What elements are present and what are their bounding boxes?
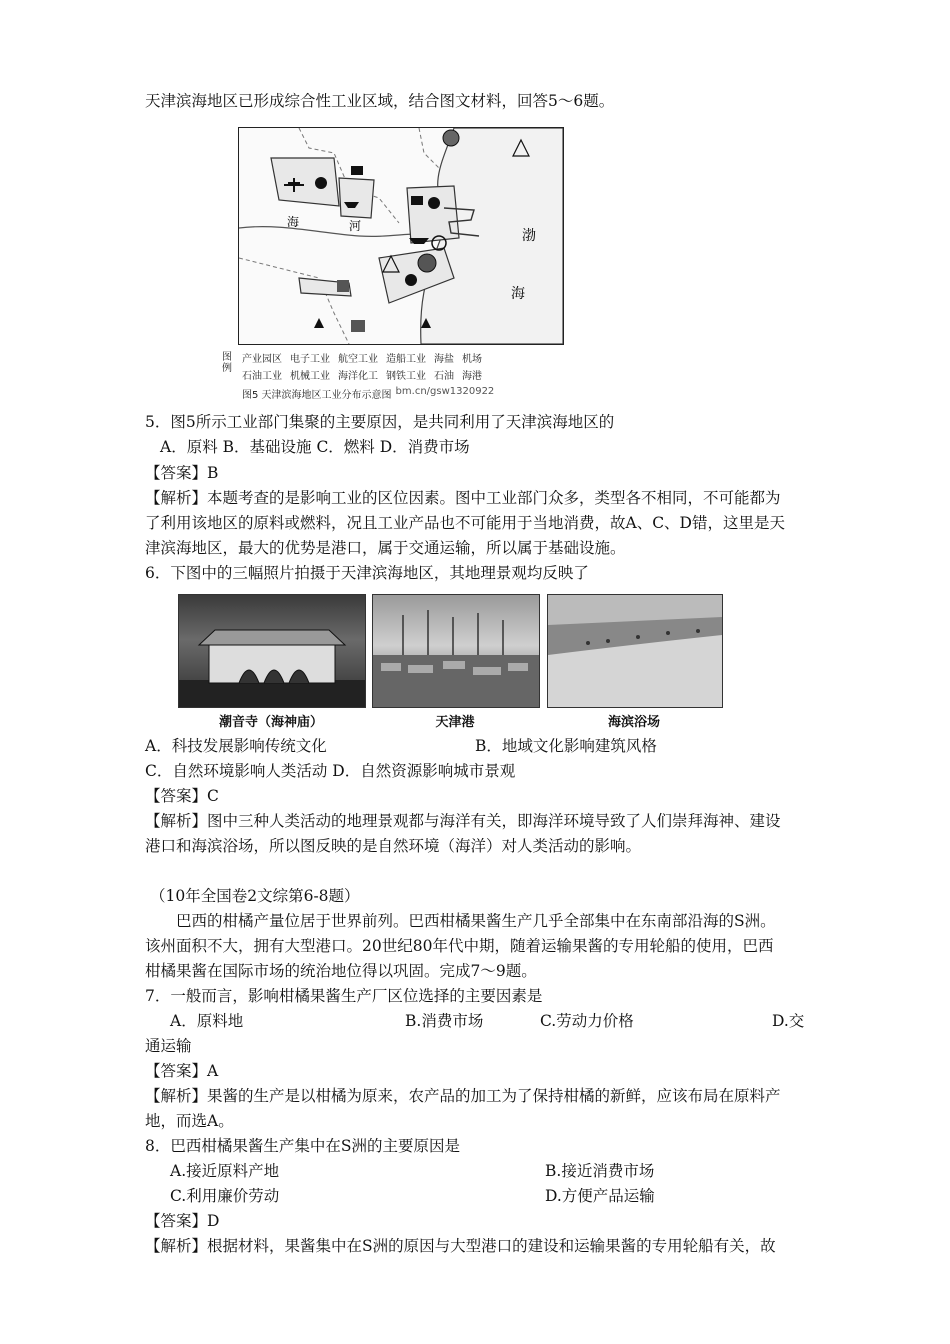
river-label: 河 [349,219,362,233]
q7-option-d-cont: 通运输 [145,1037,192,1055]
q5-options: A．原料 B．基础设施 C．燃料 D．消费市场 [160,438,470,456]
legend-item: 海港 [462,371,482,382]
intro-text: 天津滨海地区已形成综合性工业区域，结合图文材料，回答5～6题。 [145,92,615,110]
q5-stem: 5．图5所示工业部门集聚的主要原因，是共同利用了天津滨海地区的 [145,413,615,431]
legend-item: 产业园区 [242,354,282,365]
industry-map [238,127,564,345]
industrial-park [271,158,339,206]
photo-caption: 潮音寺（海神庙） [218,715,323,730]
legend-title: 图例 [222,352,232,374]
q7-answer: 【答案】A [145,1062,219,1080]
haihe-river [239,227,439,237]
watermark: bm.cn/gsw1320922 [395,386,495,397]
photo-caption: 海滨浴场 [607,715,660,730]
legend-row-1 [242,350,482,365]
sea-label: 海 [511,286,525,302]
passage-line: 柑橘果酱在国际市场的统治地位得以巩固。完成7～9题。 [145,962,537,980]
figure-caption: 图5 天津滨海地区工业分布示意图 [242,390,392,401]
map-legend [222,350,642,402]
industrial-park [407,186,459,243]
map-svg [239,128,563,344]
legend-item: 造船工业 [386,354,426,365]
steel-icon [337,280,349,292]
gear-icon [315,177,327,189]
q7-option-a: A．原料地 [170,1012,244,1030]
q7-option-d: D.交 [772,1012,805,1030]
photo-port [372,594,540,708]
q5-answer: 【答案】B [145,464,219,482]
legend-item: 航空工业 [338,354,378,365]
section-source: （10年全国卷2文综第6-8题） [150,887,360,905]
legend-item: 石油 [434,371,454,382]
q8-analysis: 【解析】根据材料，果酱集中在S洲的原因与大型港口的建设和运输果酱的专用轮船有关，故 [145,1237,776,1255]
gear-icon [428,197,440,209]
q8-answer: 【答案】D [145,1212,220,1230]
q6-analysis: 港口和海滨浴场，所以图反映的是自然环境（海洋）对人类活动的影响。 [145,837,642,855]
q6-option-a: A．科技发展影响传统文化 [145,737,327,755]
industrial-park [339,178,374,218]
legend-item: 石油工业 [242,371,282,382]
q6-analysis: 【解析】图中三种人类活动的地理景观都与海洋有关，即海洋环境导致了人们崇拜海神、建设 [145,812,781,830]
computer-icon [411,196,423,205]
river-label: 海 [287,215,300,229]
passage-line: 该州面积不大，拥有大型港口。20世纪80年代中期，随着运输果酱的专用轮船的使用，巴西 [145,937,774,955]
photo-caption: 天津港 [435,715,475,730]
q6-stem: 6．下图中的三幅照片拍摄于天津滨海地区，其地理景观均反映了 [145,564,589,582]
q7-option-b: B.消费市场 [405,1012,484,1030]
steel-icon [351,320,365,332]
temple-photo-svg [179,595,365,707]
flask-icon [443,130,459,146]
flask-icon [418,254,436,272]
figure-caption-row [242,386,494,401]
q5-analysis: 津滨海地区，最大的优势是港口，属于交通运输，所以属于基础设施。 [145,539,626,557]
q8-option-b: B.接近消费市场 [545,1162,655,1180]
q8-option-c: C.利用廉价劳动 [170,1187,280,1205]
q5-analysis: 了利用该地区的原料或燃料，况且工业产品也不可能用于当地消费，故A、C、D错，这里是天 [145,514,785,532]
legend-item: 机场 [462,354,482,365]
q7-analysis: 地，而选A。 [145,1112,234,1130]
q8-option-d: D.方便产品运输 [545,1187,655,1205]
legend-item: 海洋化工 [338,371,378,382]
q8-option-a: A.接近原料产地 [170,1162,280,1180]
q6-answer: 【答案】C [145,787,219,805]
legend-item: 钢铁工业 [386,371,426,382]
computer-icon [351,166,363,175]
q8-stem: 8．巴西柑橘果酱生产集中在S洲的主要原因是 [145,1137,460,1155]
legend-item: 海盐 [434,354,454,365]
oil-icon [314,318,324,328]
q6-option-b: B．地域文化影响建筑风格 [475,737,657,755]
port-photo-svg [373,595,539,707]
gear-icon [405,274,417,286]
legend-item: 机械工业 [290,371,330,382]
q7-analysis: 【解析】果酱的生产是以柑橘为原来，农产品的加工为了保持柑橘的新鲜，应该布局在原料产 [145,1087,781,1105]
boundary-line [239,258,349,344]
legend-row-2 [242,367,482,382]
beach-photo-svg [548,595,722,707]
q5-analysis: 【解析】本题考查的是影响工业的区位因素。图中工业部门众多，类型各不相同，不可能都为 [145,489,781,507]
q6-options-cd: C．自然环境影响人类活动 D．自然资源影响城市景观 [145,762,516,780]
photo-temple [178,594,366,708]
passage-line: 巴西的柑橘产量位居于世界前列。巴西柑橘果酱生产几乎全部集中在东南部沿海的S洲。 [176,912,776,930]
q7-stem: 7．一般而言，影响柑橘果酱生产厂区位选择的主要因素是 [145,987,543,1005]
photo-beach [547,594,723,708]
boundary-line [419,128,439,168]
legend-item: 电子工业 [290,354,330,365]
sea-label: 渤 [522,228,536,244]
q7-option-c: C.劳动力价格 [540,1012,634,1030]
